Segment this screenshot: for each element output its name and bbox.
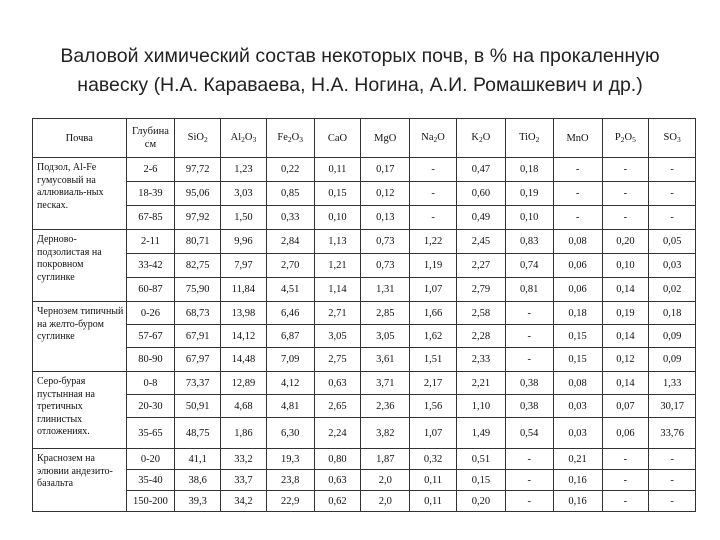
header-subscript: 2 <box>204 134 208 144</box>
value-cell: 6,87 <box>266 325 314 348</box>
value-cell: 33,2 <box>221 449 267 470</box>
value-cell: 1,31 <box>361 278 410 302</box>
header-label: Глубина см <box>132 126 169 150</box>
header-subscript: 5 <box>632 134 636 144</box>
depth-cell: 150-200 <box>126 491 175 512</box>
table-row <box>33 302 696 325</box>
value-cell: 34,2 <box>221 491 267 512</box>
value-cell: 0,08 <box>553 230 602 254</box>
value-cell: 3,05 <box>314 325 361 348</box>
value-cell: 0,03 <box>553 418 602 449</box>
header-depth <box>126 119 175 158</box>
value-cell: 6,30 <box>266 418 314 449</box>
value-cell: 2,70 <box>266 254 314 278</box>
value-cell: 0,47 <box>456 158 505 182</box>
soil-group <box>33 158 696 230</box>
header-subscript: 2 <box>433 134 438 144</box>
value-cell: 0,18 <box>649 302 696 325</box>
depth-cell: 35-65 <box>126 418 175 449</box>
value-cell: 0,20 <box>456 491 505 512</box>
soil-group <box>33 449 696 512</box>
header-subscript: 2 <box>620 134 625 144</box>
value-cell: 1,21 <box>314 254 361 278</box>
header-label: Na <box>421 131 434 143</box>
value-cell: 0,21 <box>553 449 602 470</box>
value-cell: 1,49 <box>456 418 505 449</box>
table-row <box>33 372 696 395</box>
value-cell: - <box>602 491 649 512</box>
value-cell: 0,18 <box>553 302 602 325</box>
value-cell: - <box>553 206 602 230</box>
value-cell: 0,12 <box>602 348 649 372</box>
value-cell: 0,11 <box>410 470 457 491</box>
value-cell: 2,58 <box>456 302 505 325</box>
table-header <box>33 119 696 158</box>
value-cell: 0,73 <box>361 254 410 278</box>
value-cell: 0,74 <box>505 254 553 278</box>
value-cell: 0,62 <box>314 491 361 512</box>
value-cell: 0,14 <box>602 278 649 302</box>
value-cell: 4,12 <box>266 372 314 395</box>
header-fe2o3 <box>266 119 314 158</box>
value-cell: 2,33 <box>456 348 505 372</box>
value-cell: 9,96 <box>221 230 267 254</box>
table-row <box>33 325 696 348</box>
value-cell: 0,05 <box>649 230 696 254</box>
depth-cell: 18-39 <box>126 182 175 206</box>
header-label: TiO <box>519 131 536 143</box>
value-cell: 2,65 <box>314 395 361 418</box>
header-label: P <box>614 131 621 143</box>
value-cell: 0,02 <box>649 278 696 302</box>
value-cell: 0,06 <box>553 278 602 302</box>
value-cell: 1,23 <box>221 158 267 182</box>
value-cell: 0,14 <box>602 325 649 348</box>
value-cell: - <box>410 206 457 230</box>
value-cell: 1,22 <box>410 230 457 254</box>
table-row <box>33 395 696 418</box>
header-subscript: 2 <box>535 134 540 144</box>
value-cell: 68,73 <box>175 302 221 325</box>
header-subscript: 3 <box>676 134 681 144</box>
value-cell: 0,19 <box>602 302 649 325</box>
value-cell: 0,81 <box>505 278 553 302</box>
value-cell: 1,07 <box>410 418 457 449</box>
header-so3 <box>649 119 696 158</box>
value-cell: 0,20 <box>602 230 649 254</box>
value-cell: 2,36 <box>361 395 410 418</box>
value-cell: 0,63 <box>314 372 361 395</box>
value-cell: 6,46 <box>266 302 314 325</box>
value-cell: 0,10 <box>314 206 361 230</box>
value-cell: 97,92 <box>175 206 221 230</box>
depth-cell: 2-11 <box>126 230 175 254</box>
depth-cell: 57-67 <box>126 325 175 348</box>
header-label-tail: O <box>244 131 253 143</box>
value-cell: 82,75 <box>175 254 221 278</box>
value-cell: 22,9 <box>266 491 314 512</box>
value-cell: 2,28 <box>456 325 505 348</box>
value-cell: - <box>602 470 649 491</box>
value-cell: 11,84 <box>221 278 267 302</box>
header-subscript: 3 <box>252 134 257 144</box>
value-cell: 2,17 <box>410 372 457 395</box>
value-cell: 2,0 <box>361 491 410 512</box>
value-cell: 39,3 <box>175 491 221 512</box>
value-cell: 0,73 <box>361 230 410 254</box>
depth-cell: 20-30 <box>126 395 175 418</box>
header-tio2 <box>505 119 553 158</box>
table-row <box>33 491 696 512</box>
value-cell: - <box>505 348 553 372</box>
value-cell: 4,68 <box>221 395 267 418</box>
soil-group <box>33 302 696 372</box>
value-cell: 1,07 <box>410 278 457 302</box>
header-k2o <box>456 119 505 158</box>
value-cell: 2,85 <box>361 302 410 325</box>
value-cell: 1,50 <box>221 206 267 230</box>
header-mgo <box>361 119 410 158</box>
value-cell: 0,63 <box>314 470 361 491</box>
header-label-tail: O <box>624 131 633 143</box>
value-cell: 38,6 <box>175 470 221 491</box>
value-cell: 0,14 <box>602 372 649 395</box>
value-cell: 0,15 <box>456 470 505 491</box>
header-soil <box>33 119 127 158</box>
value-cell: 2,0 <box>361 470 410 491</box>
value-cell: 2,21 <box>456 372 505 395</box>
value-cell: 1,13 <box>314 230 361 254</box>
value-cell: 0,16 <box>553 470 602 491</box>
value-cell: 0,03 <box>649 254 696 278</box>
header-p2o5 <box>602 119 649 158</box>
value-cell: 0,11 <box>410 491 457 512</box>
value-cell: - <box>505 302 553 325</box>
value-cell: 30,17 <box>649 395 696 418</box>
value-cell: 3,61 <box>361 348 410 372</box>
value-cell: 2,27 <box>456 254 505 278</box>
value-cell: - <box>602 158 649 182</box>
value-cell: 67,97 <box>175 348 221 372</box>
depth-cell: 0-26 <box>126 302 175 325</box>
value-cell: 1,10 <box>456 395 505 418</box>
value-cell: - <box>553 158 602 182</box>
value-cell: 0,22 <box>266 158 314 182</box>
value-cell: 3,82 <box>361 418 410 449</box>
value-cell: 0,51 <box>456 449 505 470</box>
value-cell: 0,85 <box>266 182 314 206</box>
value-cell: - <box>649 470 696 491</box>
header-na2o <box>410 119 457 158</box>
value-cell: 0,49 <box>456 206 505 230</box>
depth-cell: 0-20 <box>126 449 175 470</box>
header-label: MgO <box>374 132 397 144</box>
value-cell: 1,33 <box>649 372 696 395</box>
header-subscript: 2 <box>287 134 292 144</box>
value-cell: - <box>649 449 696 470</box>
value-cell: 0,03 <box>553 395 602 418</box>
header-label: Почва <box>65 132 93 144</box>
value-cell: 0,08 <box>553 372 602 395</box>
value-cell: 0,38 <box>505 372 553 395</box>
header-subscript: 2 <box>479 134 483 144</box>
header-label-tail: O <box>482 131 491 143</box>
header-row <box>33 119 696 158</box>
value-cell: 2,71 <box>314 302 361 325</box>
value-cell: 0,07 <box>602 395 649 418</box>
value-cell: 14,12 <box>221 325 267 348</box>
title-line-1: Валовой химический состав некоторых почв, в % на прокаленную <box>60 45 660 67</box>
value-cell: 0,06 <box>553 254 602 278</box>
value-cell: 0,60 <box>456 182 505 206</box>
header-label-tail: O <box>291 131 300 143</box>
value-cell: - <box>505 491 553 512</box>
value-cell: 23,8 <box>266 470 314 491</box>
value-cell: - <box>505 449 553 470</box>
value-cell: 0,17 <box>361 158 410 182</box>
table-row <box>33 418 696 449</box>
header-label: MnO <box>566 132 589 144</box>
soil-name-cell: Подзол, Al-Fe гумусовый на аллювиаль-ных песках. <box>33 158 127 230</box>
value-cell: 2,79 <box>456 278 505 302</box>
value-cell: 0,80 <box>314 449 361 470</box>
value-cell: - <box>649 182 696 206</box>
value-cell: 0,09 <box>649 348 696 372</box>
value-cell: 19,3 <box>266 449 314 470</box>
value-cell: 1,14 <box>314 278 361 302</box>
value-cell: 41,1 <box>175 449 221 470</box>
depth-cell: 60-87 <box>126 278 175 302</box>
soil-name-cell: Чернозем типичный на желто-буром суглинке <box>33 302 127 372</box>
table-row <box>33 206 696 230</box>
value-cell: 95,06 <box>175 182 221 206</box>
value-cell: 0,06 <box>602 418 649 449</box>
value-cell: 0,11 <box>314 158 361 182</box>
value-cell: 0,10 <box>505 206 553 230</box>
value-cell: 50,91 <box>175 395 221 418</box>
title-line-2: навеску (Н.А. Караваева, Н.А. Ногина, А.И. Ромашкевич и др.) <box>77 74 643 96</box>
header-subscript: 2 <box>241 134 245 144</box>
table-row <box>33 449 696 470</box>
value-cell: 97,72 <box>175 158 221 182</box>
table-row <box>33 182 696 206</box>
value-cell: 3,71 <box>361 372 410 395</box>
value-cell: 0,38 <box>505 395 553 418</box>
value-cell: 1,87 <box>361 449 410 470</box>
depth-cell: 0-8 <box>126 372 175 395</box>
value-cell: 0,09 <box>649 325 696 348</box>
value-cell: 4,81 <box>266 395 314 418</box>
value-cell: 0,13 <box>361 206 410 230</box>
value-cell: 80,71 <box>175 230 221 254</box>
value-cell: 2,75 <box>314 348 361 372</box>
value-cell: 0,15 <box>553 325 602 348</box>
value-cell: 33,7 <box>221 470 267 491</box>
value-cell: 13,98 <box>221 302 267 325</box>
value-cell: 4,51 <box>266 278 314 302</box>
soil-composition-table <box>32 118 696 512</box>
value-cell: - <box>602 449 649 470</box>
depth-cell: 80-90 <box>126 348 175 372</box>
value-cell: 1,62 <box>410 325 457 348</box>
table-row <box>33 230 696 254</box>
value-cell: 1,19 <box>410 254 457 278</box>
value-cell: 48,75 <box>175 418 221 449</box>
value-cell: - <box>505 470 553 491</box>
header-cao <box>314 119 361 158</box>
value-cell: 0,54 <box>505 418 553 449</box>
header-label: Fe <box>277 131 288 143</box>
value-cell: 1,86 <box>221 418 267 449</box>
value-cell: 2,84 <box>266 230 314 254</box>
header-label-tail: O <box>437 131 445 143</box>
table-row <box>33 254 696 278</box>
value-cell: - <box>602 182 649 206</box>
header-label: SO <box>663 131 677 143</box>
header-label: Al <box>230 131 242 143</box>
value-cell: 0,10 <box>602 254 649 278</box>
header-subscript: 3 <box>299 134 303 144</box>
value-cell: 0,18 <box>505 158 553 182</box>
value-cell: 3,03 <box>221 182 267 206</box>
header-sio2 <box>175 119 221 158</box>
value-cell: 0,33 <box>266 206 314 230</box>
value-cell: 0,15 <box>553 348 602 372</box>
value-cell: 12,89 <box>221 372 267 395</box>
value-cell: 0,12 <box>361 182 410 206</box>
value-cell: - <box>649 158 696 182</box>
soil-name-cell: Краснозем на элювии андезито-базальта <box>33 449 127 512</box>
table-row <box>33 278 696 302</box>
value-cell: 7,97 <box>221 254 267 278</box>
depth-cell: 67-85 <box>126 206 175 230</box>
soil-group <box>33 372 696 449</box>
value-cell: - <box>553 182 602 206</box>
value-cell: 3,05 <box>361 325 410 348</box>
value-cell: 75,90 <box>175 278 221 302</box>
value-cell: 0,16 <box>553 491 602 512</box>
table-row <box>33 348 696 372</box>
depth-cell: 33-42 <box>126 254 175 278</box>
table-row <box>33 470 696 491</box>
value-cell: - <box>505 325 553 348</box>
value-cell: - <box>649 206 696 230</box>
value-cell: 73,37 <box>175 372 221 395</box>
slide-title <box>40 42 680 100</box>
value-cell: 0,15 <box>314 182 361 206</box>
value-cell: - <box>649 491 696 512</box>
value-cell: 2,24 <box>314 418 361 449</box>
soil-name-cell: Серо-бурая пустынная на третичных глинистых отложениях. <box>33 372 127 449</box>
header-mno <box>553 119 602 158</box>
header-label: CaO <box>327 132 348 144</box>
value-cell: - <box>602 206 649 230</box>
header-label: SiO <box>187 131 205 143</box>
value-cell: 0,83 <box>505 230 553 254</box>
value-cell: - <box>410 182 457 206</box>
header-label: K <box>471 131 479 143</box>
value-cell: 1,56 <box>410 395 457 418</box>
value-cell: 0,19 <box>505 182 553 206</box>
header-al2o3 <box>221 119 267 158</box>
value-cell: 33,76 <box>649 418 696 449</box>
value-cell: 14,48 <box>221 348 267 372</box>
depth-cell: 35-40 <box>126 470 175 491</box>
value-cell: 0,32 <box>410 449 457 470</box>
soil-group <box>33 230 696 302</box>
table-row <box>33 158 696 182</box>
value-cell: 2,45 <box>456 230 505 254</box>
soil-name-cell: Дерново-подзолистая на покровном суглинке <box>33 230 127 302</box>
value-cell: 1,66 <box>410 302 457 325</box>
value-cell: 7,09 <box>266 348 314 372</box>
value-cell: 67,91 <box>175 325 221 348</box>
value-cell: 1,51 <box>410 348 457 372</box>
value-cell: - <box>410 158 457 182</box>
depth-cell: 2-6 <box>126 158 175 182</box>
